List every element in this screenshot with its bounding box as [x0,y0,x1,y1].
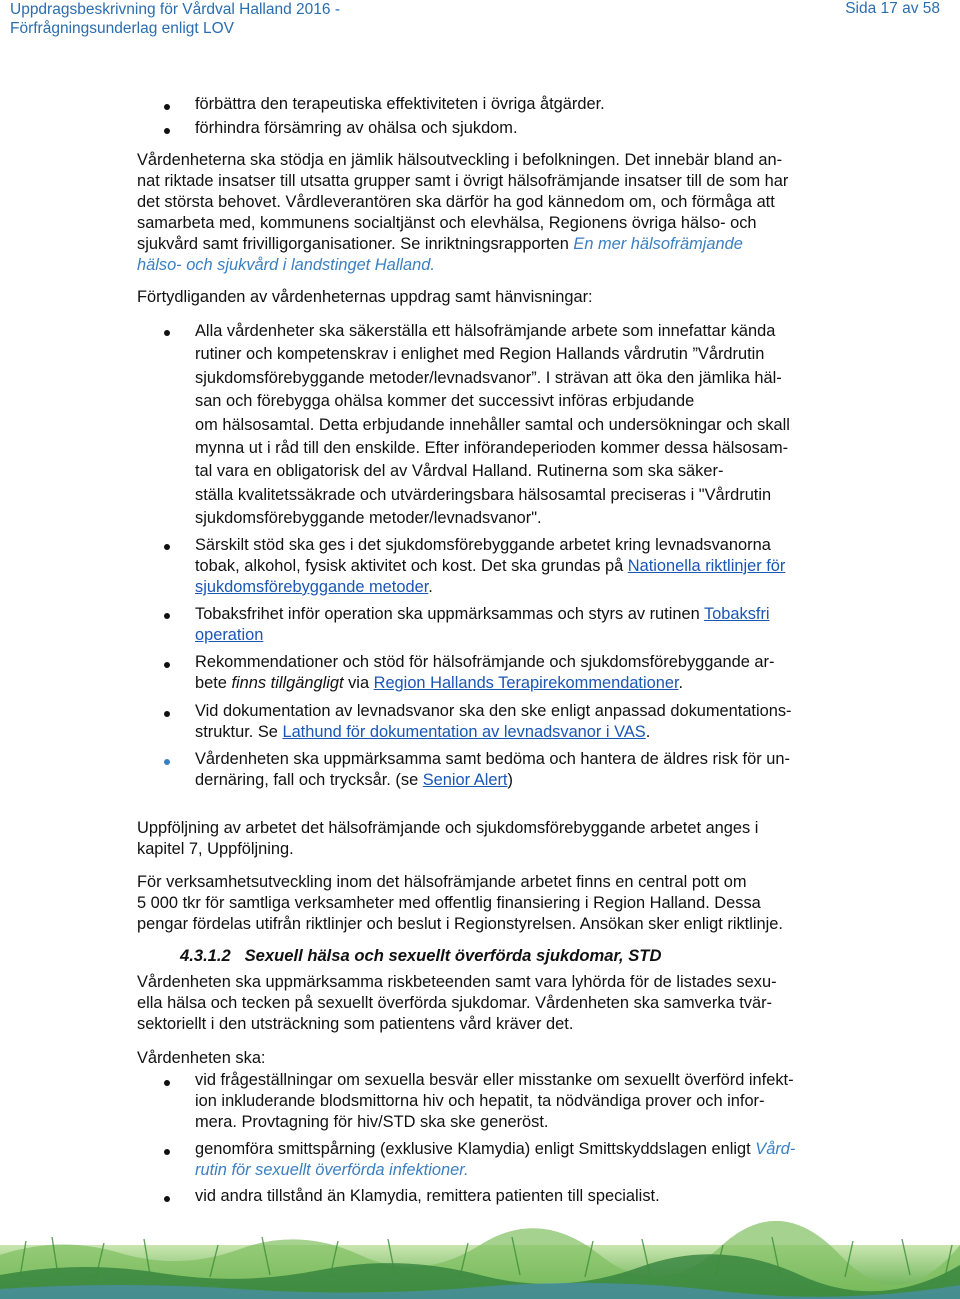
text-line: om hälsosamtal. Detta erbjudande innehåller samtal och undersökningar och skall [195,415,790,434]
text-line: tal vara en obligatorisk del av Vårdval Halland. Rutinerna som ska säker- [195,462,724,481]
link-tobacco-free-cont[interactable]: operation [195,626,264,644]
bullet-health-promotion [195,320,850,531]
text-line: samarbeta med, kommunens socialtjänst och elevhälsa, Regionens övriga hälso- och [137,214,757,232]
text-line: För verksamhetsutveckling inom det hälsofrämjande arbetet finns en central pott om [137,873,747,891]
report-reference[interactable]: En mer hälsofrämjande [573,235,743,253]
link-national-guidelines-cont[interactable]: sjukdomsförebyggande metoder [195,578,429,596]
routine-reference-cont[interactable]: rutin för sexuellt överförda infektioner. [195,1161,469,1179]
link-national-guidelines[interactable]: Nationella riktlinjer för [627,557,786,575]
text-run: genomföra smittspårning (exklusive Klamydia) enligt Smittskyddslagen enligt [195,1140,756,1158]
section-title: Sexuell hälsa och sexuellt överförda sjukdomar, STD [244,946,662,965]
text-run: via [343,674,374,692]
bullet-referral: vid andra tillstånd än Klamydia, remittera patienten till specialist. [195,1187,660,1205]
bullet-dot [164,662,170,668]
bullet-dot [164,711,170,717]
text-line: mynna ut i råd till den enskilde. Efter införandeperioden kommer dessa hälsosam- [195,439,789,458]
bullet-dot [164,1080,170,1086]
routine-reference[interactable]: Vård- [755,1140,796,1158]
paragraph-sexual-health [137,972,857,1035]
document-title-line2: Förfrågningsunderlag enligt LOV [10,20,235,37]
top-bullet-2: förhindra försämring av ohälsa och sjukdom. [195,119,518,137]
text-line [195,673,850,694]
bullet-dot [164,330,170,336]
text-run: Tobaksfrihet inför operation ska uppmärksammas och styrs av rutinen [195,605,704,623]
text-line: det största behovet. Vårdleverantören ska därför ha god kännedom om, och förmåga att [137,193,775,211]
text-line [137,234,857,255]
bullet-dot [164,104,170,110]
bullet-testing [195,1070,850,1133]
link-senior-alert[interactable]: Senior Alert [422,771,508,789]
section-heading [180,945,661,966]
bullet-recommendations [195,652,850,694]
text-line [195,577,850,598]
text-run: dernäring, fall och trycksår. (se [195,771,423,789]
footer-grass-decoration [0,1215,960,1299]
text-line: kapitel 7, Uppföljning. [137,840,294,858]
text-line: mera. Provtagning för hiv/STD ska ske generöst. [195,1113,549,1131]
paragraph-equal-health [137,150,857,276]
bullet-dot [164,128,170,134]
bullet-contact-tracing [195,1139,850,1181]
text-run: sjukvård samt frivilligorganisationer. Se inriktningsrapporten [137,235,574,253]
bullet-lifestyle-support [195,535,850,598]
text-line [195,770,850,791]
report-reference-cont[interactable]: hälso- och sjukvård i landstinget Halland. [137,256,435,274]
text-run: bete [195,674,232,692]
text-line: vid frågeställningar om sexuella besvär eller misstanke om sexuellt överförd infekt- [195,1071,794,1089]
text-line: sjukdomsförebyggande metoder/levnadsvanor”. I strävan att öka den jämlika häl- [195,368,782,387]
text-run: . [678,674,684,692]
bullet-dot [164,759,170,765]
text-line [195,604,850,625]
text-line: sjukdomsförebyggande metoder/levnadsvanor". [195,509,542,528]
bullet-elderly-risk [195,749,850,791]
bullet-dot [164,544,170,550]
list-intro: Förtydliganden av vårdenheternas uppdrag samt hänvisningar: [137,288,593,306]
list-intro-care-unit: Vårdenheten ska: [137,1049,266,1067]
text-run: ) [507,771,513,789]
text-line [195,1139,850,1160]
text-line [195,722,850,743]
text-line: ställa kvalitetssäkrade och utvärderingsbara hälsosamtal preciseras i "Vårdrutin [195,485,772,504]
document-title-line1: Uppdragsbeskrivning för Vårdval Halland 2016 - [10,1,340,18]
bullet-tobacco-free [195,604,850,646]
text-line: ion inkluderande blodsmittorna hiv och hepatit, ta nödvändiga prover och infor- [195,1092,765,1110]
link-tobacco-free[interactable]: Tobaksfri [703,605,770,623]
page-number: Sida 17 av 58 [845,0,940,17]
text-run: . [645,723,651,741]
bullet-dot [164,613,170,619]
page-header [0,0,960,44]
bullet-dot [164,1149,170,1155]
text-line: nat riktade insatser till utsatta grupper samt i övrigt hälsofrämjande insatser till de som har [137,172,789,190]
text-line: Särskilt stöd ska ges i det sjukdomsförebyggande arbetet kring levnadsvanorna [195,536,771,554]
text-line: Vårdenheten ska uppmärksamma samt bedöma och hantera de äldres risk för un- [195,750,790,768]
text-line [195,556,850,577]
text-line: pengar fördelas utifrån riktlinjer och beslut i Regionstyrelsen. Ansökan sker enligt riktlinje. [137,915,783,933]
text-line: sektoriellt i den utsträckning som patientens vård kräver det. [137,1015,574,1033]
text-line: san och förebygga ohälsa kommer det successivt införas erbjudande [195,392,695,411]
text-line: Vid dokumentation av levnadsvanor ska den ske enligt anpassad dokumentations- [195,702,792,720]
bullet-dot [164,1196,170,1202]
document-title [10,0,340,38]
text-run: finns tillgängligt [231,674,344,692]
text-run: . [428,578,433,596]
text-line: ella hälsa och tecken på sexuellt överförda sjukdomar. Vårdenheten ska samverka tvär- [137,994,773,1012]
text-line: rutiner och kompetenskrav i enlighet med Region Hallands vårdrutin ”Vårdrutin [195,345,765,364]
text-line: Rekommendationer och stöd för hälsofrämjande och sjukdomsförebyggande ar- [195,653,775,671]
section-number: 4.3.1.2 [180,946,231,965]
bullet-documentation [195,701,850,743]
text-line [195,625,850,646]
paragraph-follow-up [137,818,857,860]
text-line: Vårdenheten ska uppmärksamma riskbeteenden samt vara lyhörda för de listades sexu- [137,973,777,991]
text-line: Vårdenheterna ska stödja en jämlik hälsoutveckling i befolkningen. Det innebär bland an- [137,151,783,169]
text-line: Uppföljning av arbetet det hälsofrämjande och sjukdomsförebyggande arbetet anges i [137,819,759,837]
top-bullet-1: förbättra den terapeutiska effektiviteten i övriga åtgärder. [195,95,605,113]
text-run: struktur. Se [195,723,283,741]
link-documentation-guide[interactable]: Lathund för dokumentation av levnadsvanor i VAS [282,723,646,741]
text-run: tobak, alkohol, fysisk aktivitet och kost. Det ska grundas på [195,557,628,575]
text-line: 5 000 tkr för samtliga verksamheter med offentlig finansiering i Region Halland. Dessa [137,894,761,912]
paragraph-funding [137,872,857,935]
link-therapy-recommendations[interactable]: Region Hallands Terapirekommendationer [373,674,679,692]
text-line: Alla vårdenheter ska säkerställa ett hälsofrämjande arbete som innefattar kända [195,322,776,340]
